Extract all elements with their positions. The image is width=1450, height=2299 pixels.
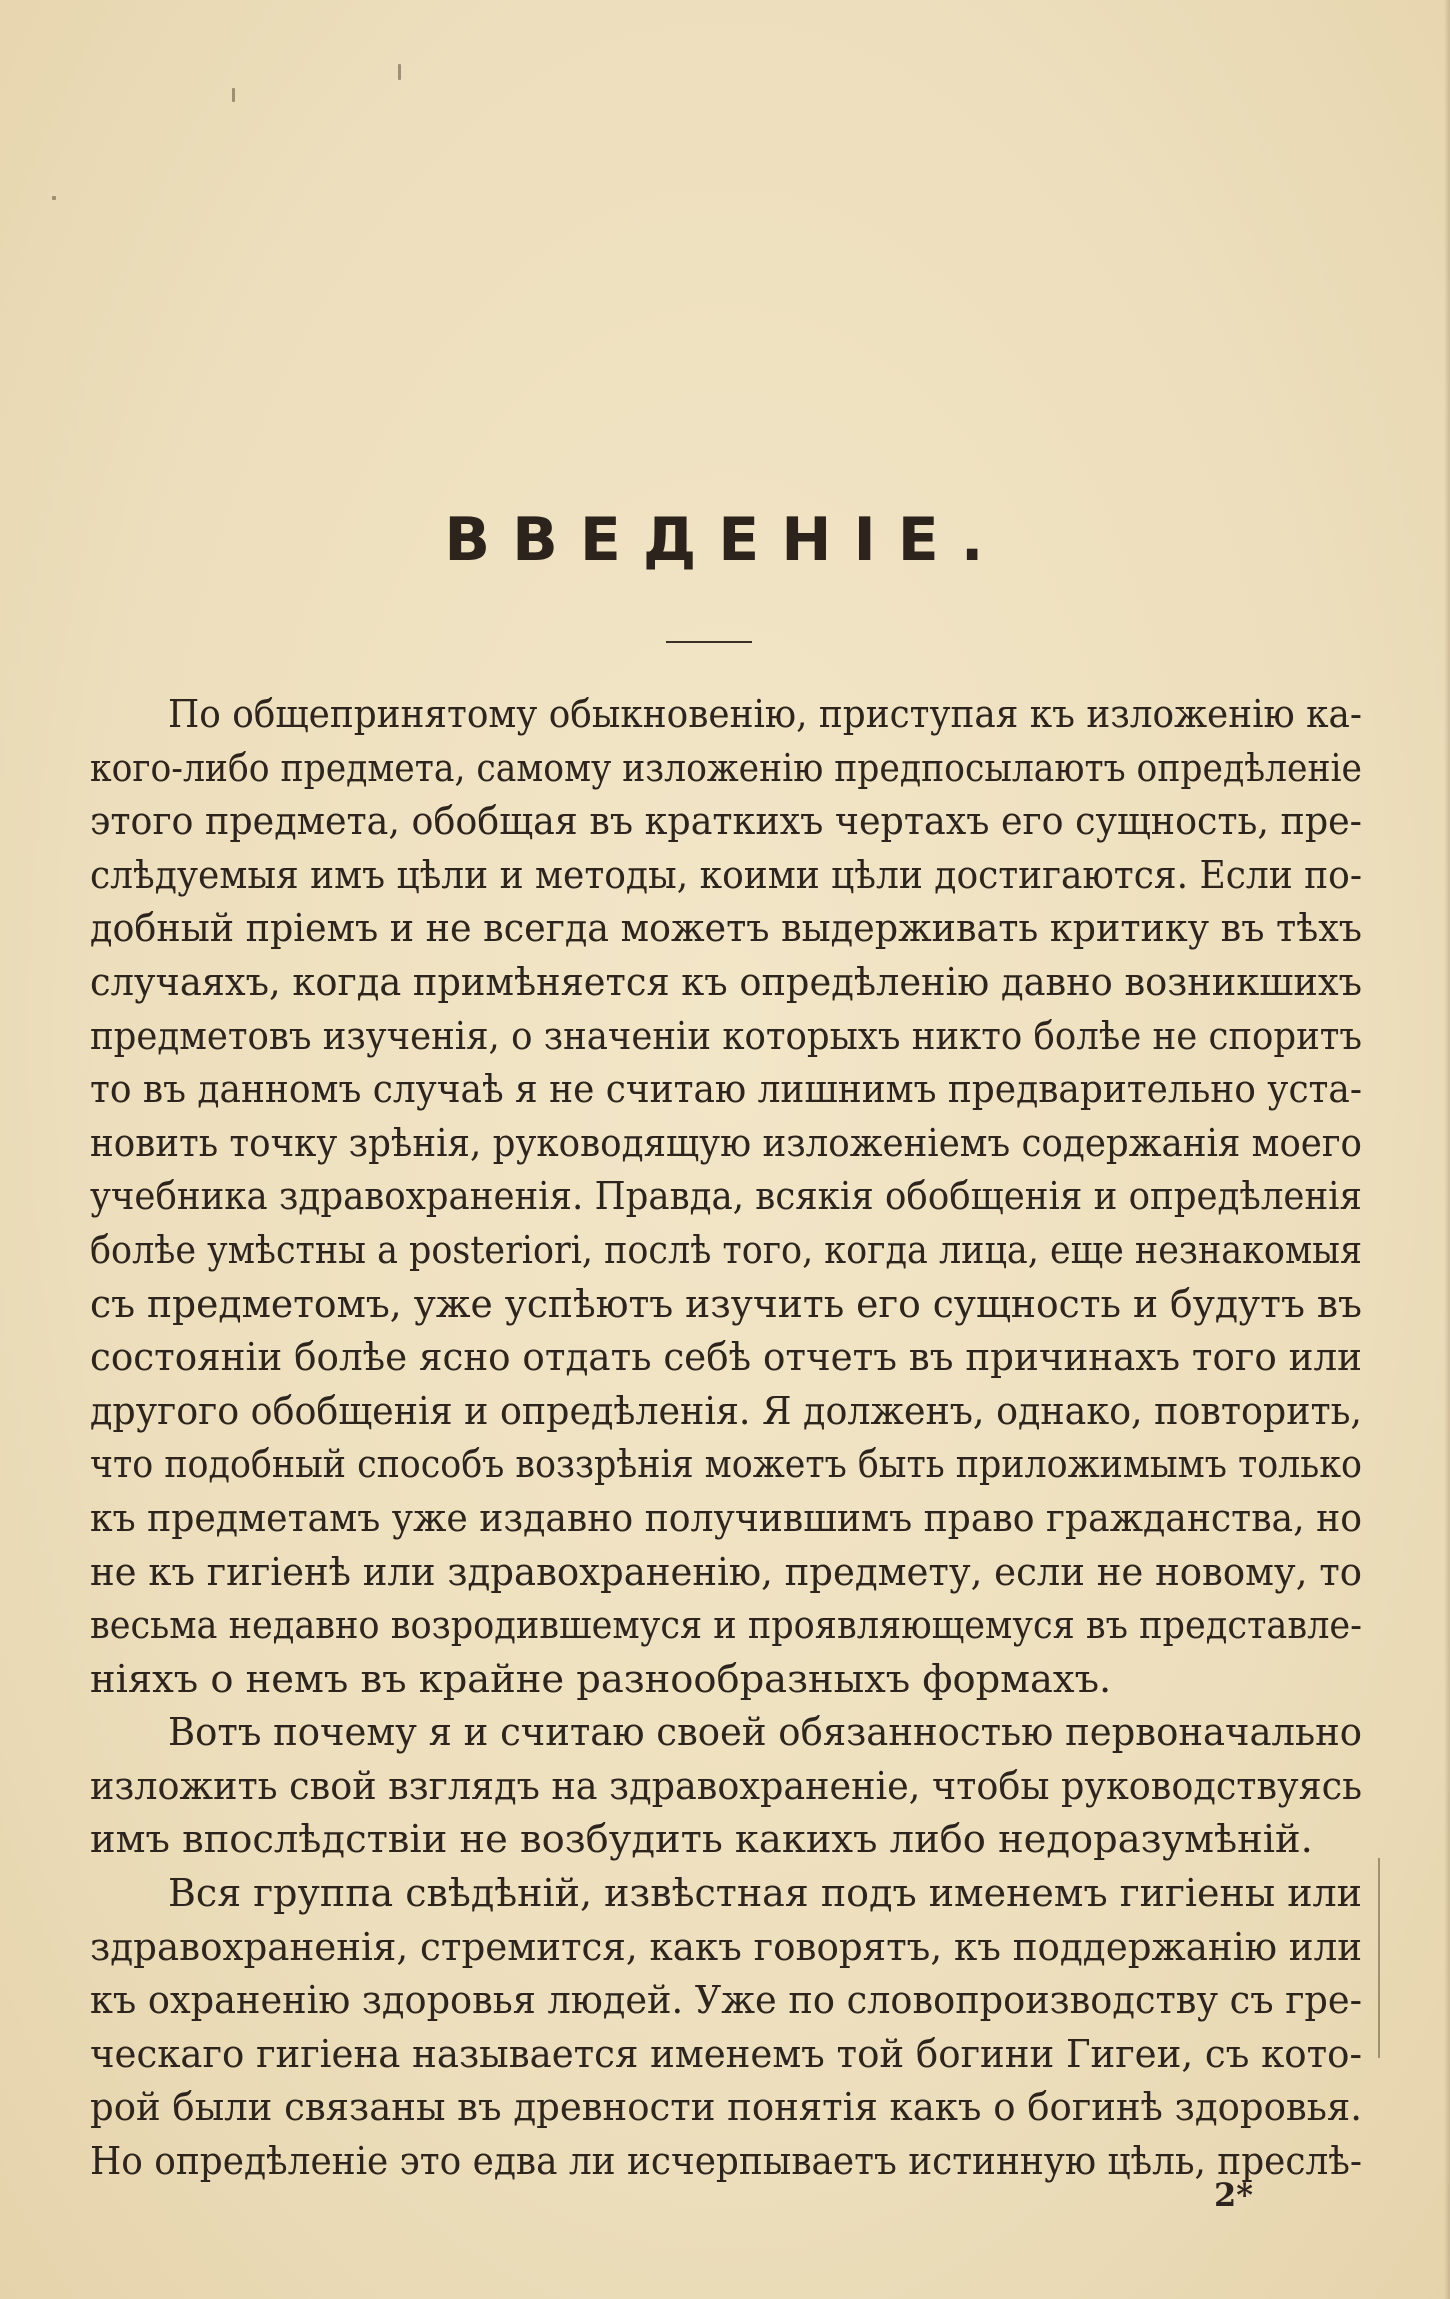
body-text bbox=[90, 688, 1362, 2189]
text-line: то въ данномъ случаѣ я не считаю лишнимъ предварительно уста- bbox=[90, 1067, 1362, 1113]
text-line: добный пріемъ и не всегда можетъ выдерживать критику въ тѣхъ bbox=[90, 906, 1362, 952]
text-line: состояніи болѣе ясно отдать себѣ отчетъ въ причинахъ того или bbox=[90, 1335, 1362, 1381]
page-number: 2* bbox=[1214, 2176, 1253, 2214]
text-line: слѣдуемыя имъ цѣли и методы, коими цѣли достигаются. Если по- bbox=[90, 852, 1362, 898]
text-line: къ охраненію здоровья людей. Уже по словопроизводству съ гре- bbox=[90, 1978, 1362, 2024]
text-line: болѣе умѣстны a posteriori, послѣ того, когда лица, еще незнакомыя bbox=[90, 1227, 1362, 1273]
text-line: Вотъ почему я и считаю своей обязанностью первоначально bbox=[168, 1710, 1362, 1756]
text-line: Вся группа свѣдѣній, извѣстная подъ именемъ гигіены или bbox=[168, 1871, 1362, 1917]
page-edge-shadow bbox=[1444, 0, 1450, 2299]
text-line: изложить свой взглядъ на здравохраненіе, чтобы руководствуясь bbox=[90, 1763, 1362, 1809]
chapter-title: ВВЕДЕНІЕ. bbox=[444, 505, 1006, 575]
text-line: здравохраненія, стремится, какъ говорятъ, къ поддержанію или bbox=[90, 1924, 1362, 1970]
text-line: ніяхъ о немъ въ крайне разнообразныхъ формахъ. bbox=[90, 1656, 1112, 1702]
text-line: предметовъ изученія, о значеніи которыхъ никто болѣе не споритъ bbox=[90, 1013, 1362, 1059]
text-line: Но опредѣленіе это едва ли исчерпываетъ истинную цѣль, преслѣ- bbox=[90, 2139, 1362, 2185]
text-line: не къ гигіенѣ или здравохраненію, предмету, если не новому, то bbox=[90, 1549, 1362, 1595]
print-speck bbox=[52, 196, 56, 200]
text-line: кого-либо предмета, самому изложенію предпосылаютъ опредѣленіе bbox=[90, 745, 1362, 791]
print-speck bbox=[232, 88, 235, 102]
print-speck bbox=[398, 64, 401, 80]
text-line: имъ впослѣдствіи не возбудить какихъ либо недоразумѣній. bbox=[90, 1817, 1313, 1863]
text-line: что подобный способъ воззрѣнія можетъ быть приложимымъ только bbox=[90, 1442, 1362, 1488]
text-line: къ предметамъ уже издавно получившимъ право гражданства, но bbox=[90, 1495, 1362, 1541]
title-divider bbox=[666, 641, 752, 643]
text-line: новить точку зрѣнія, руководящую изложеніемъ содержанія моего bbox=[90, 1120, 1362, 1166]
text-line: этого предмета, обобщая въ краткихъ чертахъ его сущность, пре- bbox=[90, 799, 1362, 845]
text-line: ческаго гигіена называется именемъ той богини Гигеи, съ кото- bbox=[90, 2031, 1362, 2077]
text-line: По общепринятому обыкновенію, приступая къ изложенію ка- bbox=[168, 692, 1362, 737]
text-line: учебника здравохраненія. Правда, всякія обобщенія и опредѣленія bbox=[90, 1174, 1362, 1220]
text-line: весьма недавно возродившемуся и проявляющемуся въ представле- bbox=[90, 1603, 1362, 1649]
text-line: съ предметомъ, уже успѣютъ изучить его сущность и будутъ въ bbox=[90, 1281, 1362, 1327]
margin-mark bbox=[1378, 1858, 1380, 2058]
text-line: случаяхъ, когда примѣняется къ опредѣленію давно возникшихъ bbox=[90, 959, 1362, 1005]
text-line: рой были связаны въ древности понятія какъ о богинѣ здоровья. bbox=[90, 2085, 1362, 2131]
text-line: другого обобщенія и опредѣленія. Я долженъ, однако, повторить, bbox=[90, 1388, 1362, 1434]
